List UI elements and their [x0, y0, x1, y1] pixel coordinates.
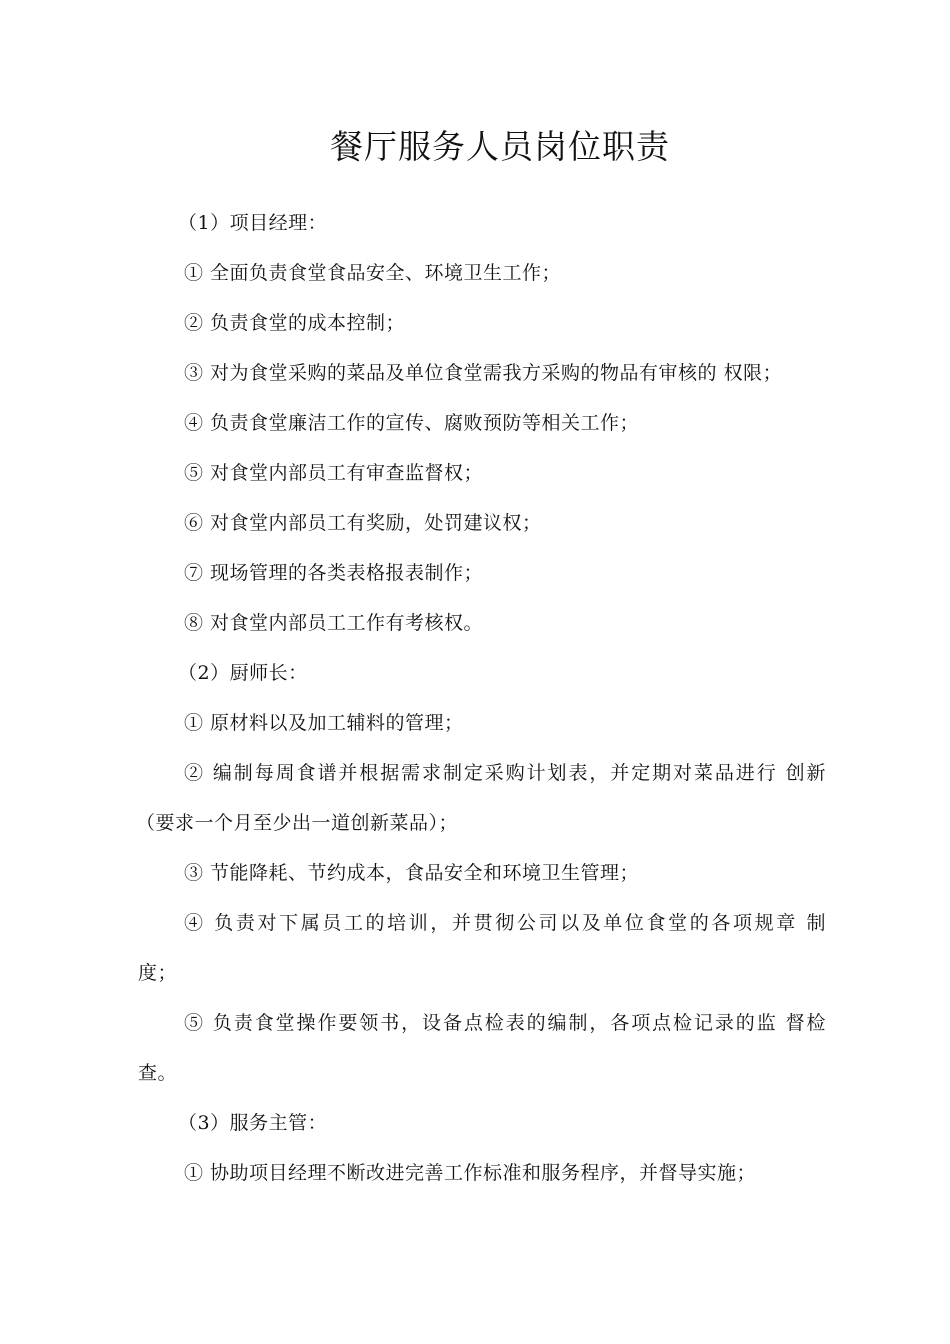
list-item: ⑦ 现场管理的各类表格报表制作； — [184, 562, 484, 584]
section-heading-project-manager: （1）项目经理： — [178, 212, 328, 234]
list-item: ⑥ 对食堂内部员工有奖励，处罚建议权； — [184, 512, 542, 534]
list-item: ② 负责食堂的成本控制； — [184, 312, 406, 334]
list-item-continuation: （要求一个月至少出一道创新菜品）； — [136, 812, 459, 834]
list-item: ② 编制每周食谱并根据需求制定采购计划表，并定期对菜品进行 创新 — [184, 762, 826, 784]
section-heading-service-supervisor: （3）服务主管： — [178, 1112, 328, 1134]
list-item: ③ 节能降耗、节约成本，食品安全和环境卫生管理； — [184, 862, 640, 884]
list-item: ① 全面负责食堂食品安全、环境卫生工作； — [184, 262, 562, 284]
document-title: 餐厅服务人员岗位职责 — [330, 127, 670, 166]
list-item: ③ 对为食堂采购的菜品及单位食堂需我方采购的物品有审核的 权限； — [184, 362, 783, 384]
list-item: ⑤ 对食堂内部员工有审查监督权； — [184, 462, 484, 484]
list-item: ① 原材料以及加工辅料的管理； — [184, 712, 464, 734]
section-heading-head-chef: （2）厨师长： — [178, 662, 308, 684]
list-item: ⑤ 负责食堂操作要领书，设备点检表的编制，各项点检记录的监 督检 — [184, 1012, 826, 1034]
list-item-continuation: 度； — [138, 962, 178, 984]
list-item: ① 协助项目经理不断改进完善工作标准和服务程序，并督导实施； — [184, 1162, 757, 1184]
list-item: ⑧ 对食堂内部员工工作有考核权。 — [184, 612, 484, 634]
list-item-continuation: 查。 — [138, 1062, 178, 1084]
list-item: ④ 负责食堂廉洁工作的宣传、腐败预防等相关工作； — [184, 412, 640, 434]
list-item: ④ 负责对下属员工的培训，并贯彻公司以及单位食堂的各项规章 制 — [184, 912, 826, 934]
